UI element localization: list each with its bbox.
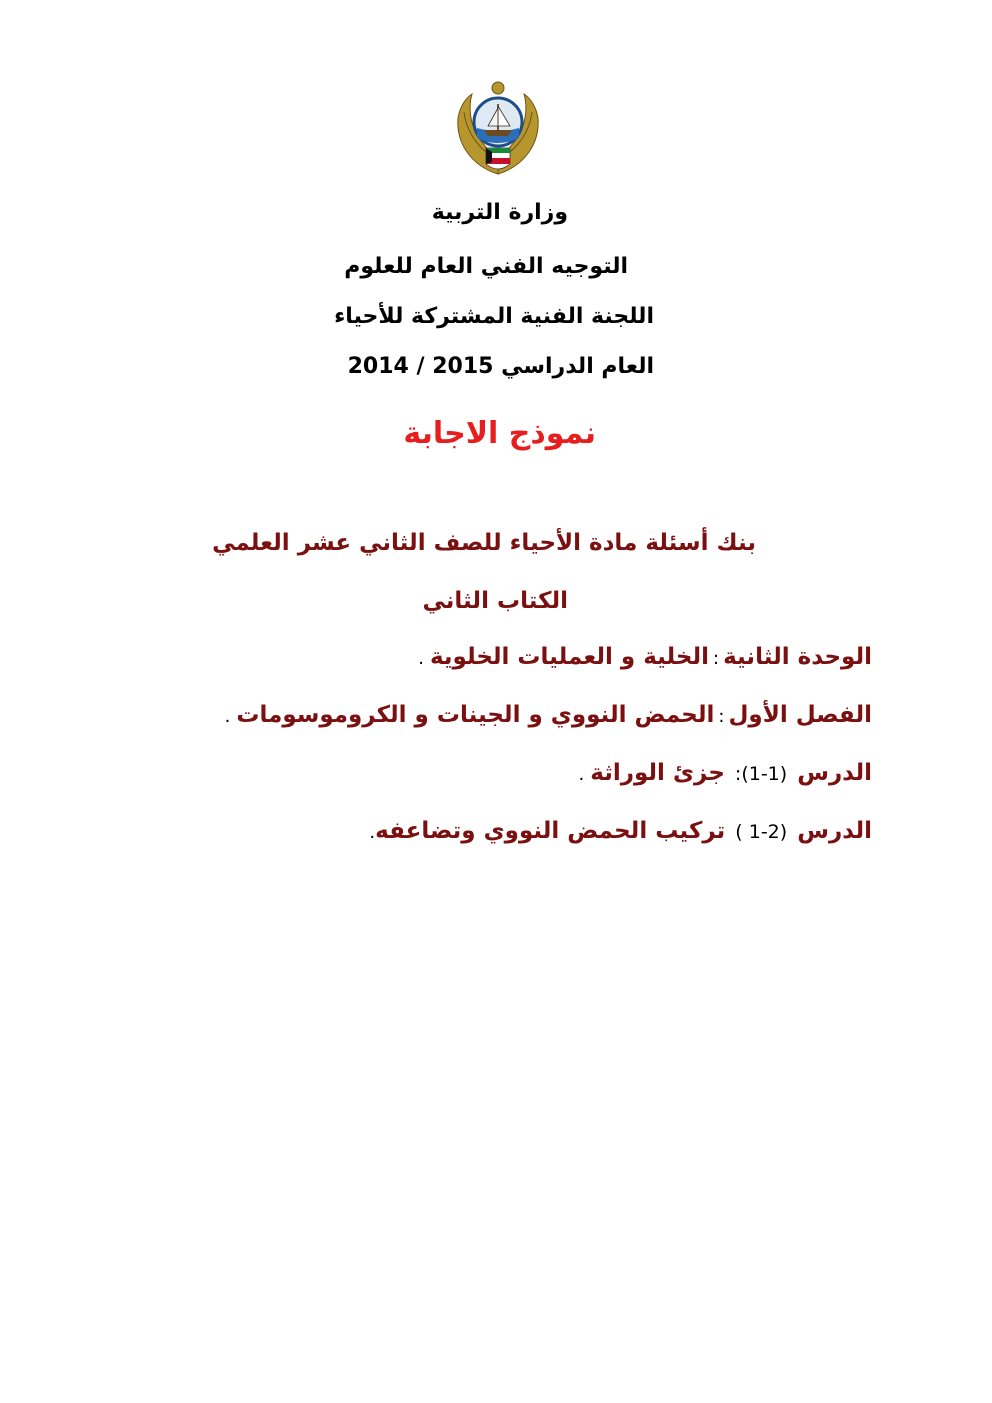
kuwait-emblem-icon xyxy=(452,78,544,182)
book-title: الكتاب الثاني xyxy=(422,588,568,614)
ministry-title: وزارة التربية xyxy=(431,200,568,225)
lesson-2-value: تركيب الحمض النووي وتضاعفه xyxy=(375,818,726,844)
committee-title: اللجنة الفنية المشتركة للأحياء xyxy=(334,304,654,329)
chapter-end: . xyxy=(224,706,231,727)
academic-year-label: العام الدراسي xyxy=(501,354,654,379)
lesson-1-value: جزئ الوراثة xyxy=(590,760,725,786)
lesson-1-end: . xyxy=(578,764,585,785)
chapter-line xyxy=(219,702,872,728)
lesson-1-number: :(1-1) xyxy=(734,763,788,785)
lesson-2-end: . xyxy=(369,822,376,843)
unit-separator: : xyxy=(713,648,720,669)
lesson-1-label: الدرس xyxy=(797,760,872,786)
answer-model-title: نموذج الاجابة xyxy=(403,416,596,451)
unit-end: . xyxy=(418,648,424,669)
academic-year xyxy=(348,354,654,379)
lesson-2-label: الدرس xyxy=(797,818,872,844)
question-bank-title: بنك أسئلة مادة الأحياء للصف الثاني عشر العلمي xyxy=(212,530,756,556)
academic-year-value: 2014 / 2015 xyxy=(347,354,494,379)
unit-line xyxy=(412,644,872,670)
directorate-title: التوجيه الفني العام للعلوم xyxy=(344,254,628,279)
chapter-value: الحمض النووي و الجينات و الكروموسومات xyxy=(236,702,715,728)
lesson-2-number: ( 1-2) xyxy=(735,821,788,843)
unit-label: الوحدة الثانية xyxy=(723,644,872,670)
lesson-1-line xyxy=(573,760,872,786)
chapter-separator: : xyxy=(718,706,725,727)
lesson-2-line xyxy=(369,818,872,844)
unit-value: الخلية و العمليات الخلوية xyxy=(429,644,710,670)
chapter-label: الفصل الأول xyxy=(728,702,872,728)
